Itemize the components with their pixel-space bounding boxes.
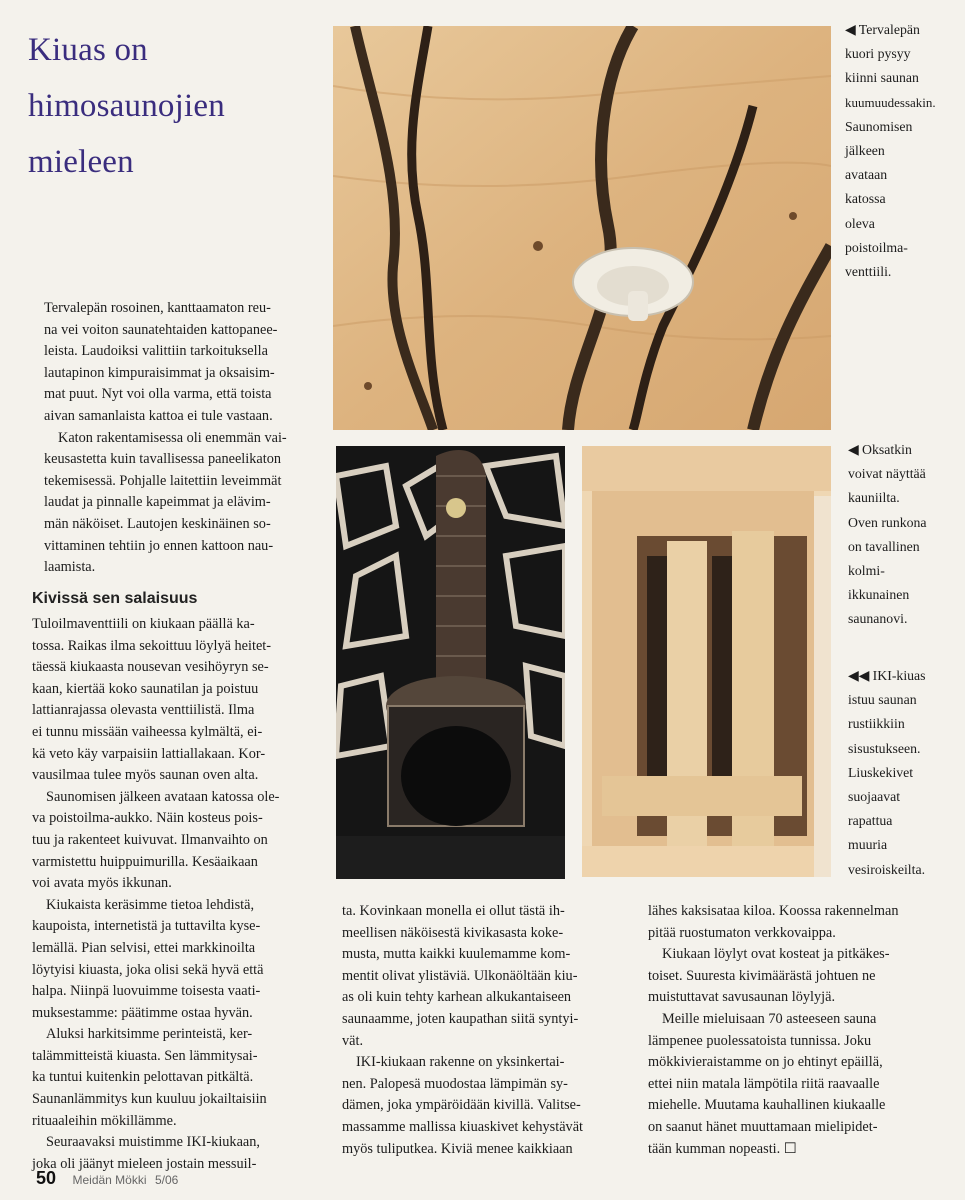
caption-line: Liuskekivet xyxy=(848,764,914,780)
body-line: toiset. Suuresta kivimäärästä johtuen ne xyxy=(648,967,876,984)
body-column-left-intro xyxy=(44,298,314,579)
caption-line: katossa xyxy=(845,191,886,207)
caption-line: rapattua xyxy=(848,813,893,829)
body-line: tossa. Raikas ilma sekoittuu löylyä heitet- xyxy=(32,637,272,654)
body-line: kaan, kiertää koko saunatilan ja poistuu xyxy=(32,680,259,697)
caption-line: saunanovi. xyxy=(848,611,908,627)
body-line: muksestamme: päätimme ostaa hyvän. xyxy=(32,1004,253,1021)
caption-line: avataan xyxy=(845,167,888,183)
caption-line: istuu saunan xyxy=(848,692,917,708)
body-line: lautapinon kimpuraisimmat ja oksaisim- xyxy=(44,364,275,381)
caption-line: kolmi- xyxy=(848,563,885,579)
caption-line: Oven runkona xyxy=(848,514,927,530)
caption-line: venttiili. xyxy=(845,264,892,280)
body-line: löytyisi kiuasta, joka olisi sekä hyvä että xyxy=(32,961,264,978)
body-line: aivan samanlaista kattoa ei tule vastaan. xyxy=(44,407,273,424)
caption-line: suojaavat xyxy=(848,789,901,805)
body-column-left xyxy=(32,614,322,1175)
body-line: Seuraavaksi muistimme IKI-kiukaan, xyxy=(46,1134,260,1151)
body-line: vittaminen tehtiin jo ennen kattoon nau- xyxy=(44,537,274,554)
body-line: Katon rakentamisessa oli enemmän vai- xyxy=(58,429,287,446)
body-line: Aluksi harkitsimme perinteistä, ker- xyxy=(46,1026,253,1043)
magazine-name: Meidän Mökki xyxy=(72,1173,147,1187)
body-line: vausilmaa tulee myös saunan oven alta. xyxy=(32,767,259,784)
caption-line: ikkunainen xyxy=(848,587,910,603)
body-line: kaupoista, internetistä ja tuttavilta kyse- xyxy=(32,918,261,935)
caption-line: poistoilma- xyxy=(845,239,908,255)
headline-line: mieleen xyxy=(28,144,134,180)
body-line: leista. Laudoiksi valittiin tarkoituksella xyxy=(44,343,268,360)
body-line: kä veto käy varpaisiin lattiallakaan. Kor- xyxy=(32,745,266,762)
body-line: män näköiset. Lautojen keskinäinen so- xyxy=(44,515,271,532)
body-line: tään kumman nopeasti. ☐ xyxy=(648,1140,797,1157)
body-line: va poistoilma-aukko. Näin kosteus pois- xyxy=(32,810,263,827)
headline-line: himosaunojien xyxy=(28,88,225,124)
body-line: lemällä. Pian selvisi, ettei markkinoilta xyxy=(32,939,256,956)
body-line: massamme mallissa kiuaskivet kehystävät xyxy=(342,1118,584,1135)
body-line: as oli kuin tehty karhean alkukantaiseen xyxy=(342,989,572,1006)
body-line: Tuloilmaventtiili on kiukaan päällä ka- xyxy=(32,616,255,632)
caption-line: voivat näyttää xyxy=(848,466,926,482)
magazine-issue: 5/06 xyxy=(154,1173,179,1187)
body-line: Saunomisen jälkeen avataan katossa ole- xyxy=(46,788,280,805)
caption-line: ◀ Tervalepän xyxy=(845,22,920,37)
body-line: tuu ja rakenteet kuivuvat. Ilmanvaihto on xyxy=(32,831,268,848)
caption-line: Saunomisen xyxy=(845,118,913,134)
caption-line: rustiikkiin xyxy=(848,716,905,732)
body-line: voi avata myös ikkunan. xyxy=(32,875,172,892)
body-line: halpa. Niinpä luovuimme toisesta vaati- xyxy=(32,983,261,1000)
body-line: Kiukaan löylyt ovat kosteat ja pitkäkes- xyxy=(662,946,890,963)
body-line: mentit olivat ylistäviä. Ulkonäöltään kiu- xyxy=(342,967,578,984)
body-line: ei tunnu missään vaiheessa kylmältä, ei- xyxy=(32,723,263,740)
caption-stove xyxy=(848,664,963,882)
body-line: muistuttavat savusaunan löylyjä. xyxy=(648,989,836,1006)
body-column-middle xyxy=(342,901,632,1160)
body-line: lähes kaksisataa kiloa. Koossa rakennelman xyxy=(648,903,899,919)
body-line: ta. Kovinkaan monella ei ollut tästä ih- xyxy=(342,903,565,919)
body-line: IKI-kiukaan rakenne on yksinkertai- xyxy=(356,1054,565,1071)
body-line: joka oli jäänyt mieleen jostain messuil- xyxy=(32,1155,257,1172)
body-line: keusastetta kuin tavallisessa paneelikaton xyxy=(44,451,282,468)
body-line: dämen, joka ympäröidään kivillä. Valitse- xyxy=(342,1097,581,1114)
body-line: Meille mieluisaan 70 asteeseen sauna xyxy=(662,1010,877,1027)
body-line: na vei voiton saunatehtaiden kattopanee- xyxy=(44,321,278,338)
body-line: ka tuntui kuitenkin pelottavan pitkältä. xyxy=(32,1069,254,1086)
caption-line: jälkeen xyxy=(845,143,885,159)
body-line: lämpenee puolessatoista tunnissa. Joku xyxy=(648,1032,872,1049)
body-line: on saanut hänet muuttamaan mielipidet- xyxy=(648,1118,878,1135)
body-line: täessä kiukaasta nousevan vesihöyryn se- xyxy=(32,659,269,676)
caption-line: oleva xyxy=(845,215,875,231)
caption-line: ◀◀ IKI-kiuas xyxy=(848,668,926,683)
body-line: laudat ja pinnalle kapeimmat ja elävim- xyxy=(44,494,271,511)
ceiling-photo xyxy=(333,26,831,430)
caption-line: ◀ Oksatkin xyxy=(848,442,912,457)
body-line: ettei niin matala lämpötila riitä raavaalle xyxy=(648,1075,880,1092)
body-line: laamista. xyxy=(44,559,96,576)
body-line: Tervalepän rosoinen, kanttaamaton reu- xyxy=(44,300,271,316)
body-column-right xyxy=(648,901,948,1160)
caption-line: kauniilta. xyxy=(848,490,900,506)
caption-line: sisustukseen. xyxy=(848,740,921,756)
caption-line: kuori pysyy xyxy=(845,46,911,62)
body-line: meellisen näköisestä kivikasasta koke- xyxy=(342,924,564,941)
body-line: vät. xyxy=(342,1032,364,1049)
section-subheading: Kivissä sen salaisuus xyxy=(32,590,198,607)
headline-line: Kiuas on xyxy=(28,32,148,68)
body-line: miehelle. Muutama kauhallinen kiukaalle xyxy=(648,1097,886,1114)
caption-door xyxy=(848,438,963,632)
article-headline xyxy=(28,22,318,190)
caption-line: muuria xyxy=(848,837,888,853)
body-line: pitää ruostumaton verkkovaippa. xyxy=(648,924,836,941)
body-line: mat puut. Nyt voi olla varma, että toista xyxy=(44,386,272,403)
body-line: talämmitteistä kiuasta. Sen lämmitysai- xyxy=(32,1047,258,1064)
body-line: nen. Palopesä muodostaa lämpimän sy- xyxy=(342,1075,568,1092)
caption-line: kuumuudessakin. xyxy=(845,94,936,110)
caption-line: kiinni saunan xyxy=(845,70,919,86)
caption-ceiling xyxy=(845,18,963,284)
door-photo xyxy=(582,446,831,877)
body-line: Saunanlämmitys kun kuuluu jokailtaisiin xyxy=(32,1091,267,1108)
body-line: lattianrajassa olevasta venttiilistä. Ilma xyxy=(32,702,255,719)
body-line: rituaaleihin mökillämme. xyxy=(32,1112,177,1129)
stove-photo xyxy=(336,446,565,879)
body-line: tekemisessä. Pohjalle laitettiin leveimmät xyxy=(44,472,282,489)
body-line: musta, mutta kaikki kuulemamme kom- xyxy=(342,946,571,963)
page-footer xyxy=(36,1168,436,1192)
body-line: varmistettu huippuimurilla. Kesäaikaan xyxy=(32,853,258,870)
page-number: 50 xyxy=(36,1168,57,1188)
caption-line: vesiroiskeilta. xyxy=(848,861,926,877)
body-line: saunaamme, joten kaupathan siitä syntyi- xyxy=(342,1010,579,1027)
body-line: mökkivieraistamme on jo ehtinyt epäillä, xyxy=(648,1054,883,1071)
caption-line: on tavallinen xyxy=(848,538,920,554)
body-line: myös tuliputkea. Kiviä menee kaikkiaan xyxy=(342,1140,573,1157)
body-line: Kiukaista keräsimme tietoa lehdistä, xyxy=(46,896,255,913)
